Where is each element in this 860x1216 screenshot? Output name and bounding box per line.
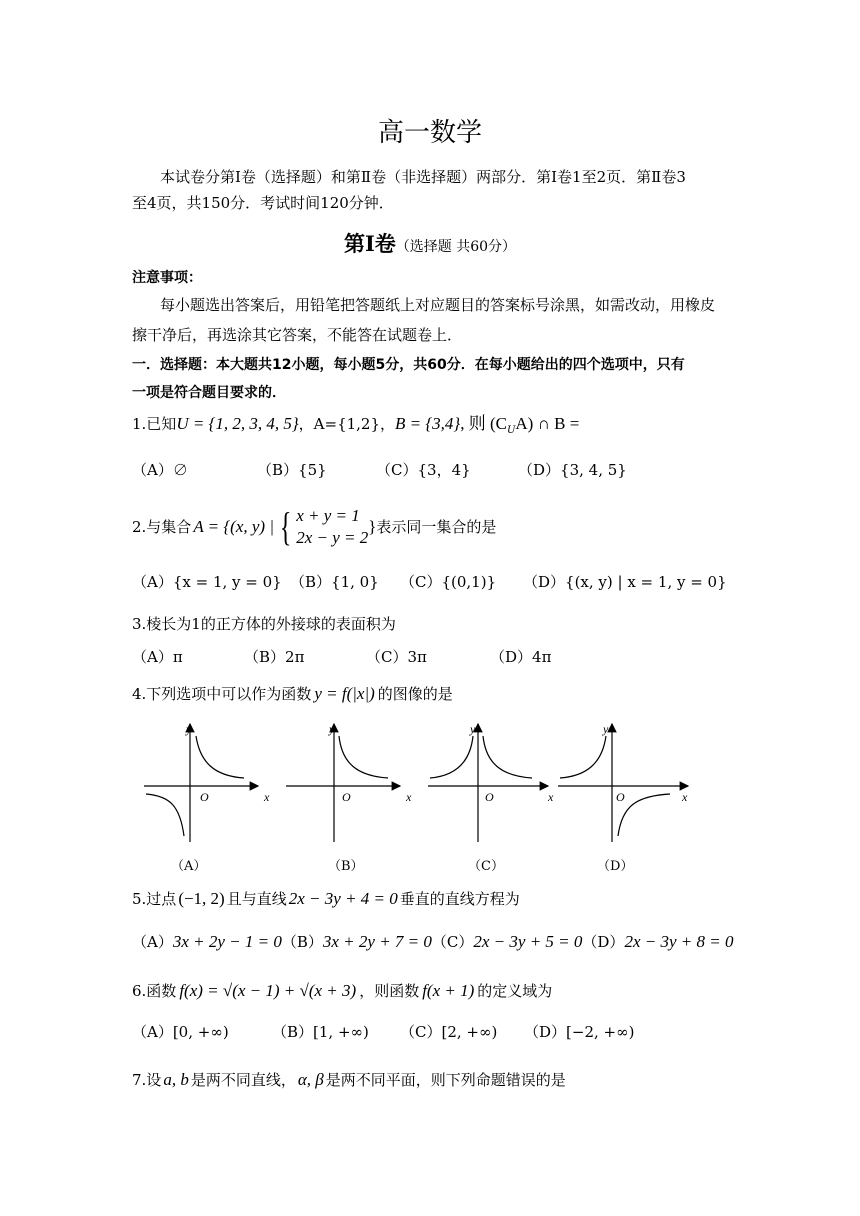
notice-line-1: 每小题选出答案后，用铅笔把答题纸上对应题目的答案标号涂黑，如需改动，用橡皮 xyxy=(160,296,716,314)
section-title: 第Ⅰ卷 xyxy=(343,231,396,256)
graph-c-curve-right xyxy=(483,736,532,778)
q2-stem-pre: 2.与集合 xyxy=(132,518,192,536)
q5-option-d-label: （D） xyxy=(582,933,625,951)
q1-subscript: U xyxy=(506,425,516,436)
q6-function: f(x) = √(x − 1) + √(x + 3) xyxy=(179,981,357,1000)
q4-graphs xyxy=(140,718,700,846)
intro-line-2: 至4页，共150分．考试时间120分钟． xyxy=(132,194,394,212)
q5-option-c: 2x − 3y + 5 = 0 xyxy=(473,932,583,951)
q2-equation-system xyxy=(296,505,368,549)
graph-b xyxy=(286,724,400,842)
q5-option-a: 3x + 2y − 1 = 0 xyxy=(172,932,282,951)
q1-b-set: B = {3,4} xyxy=(395,414,461,433)
q3-option-c: （C）3π xyxy=(366,648,427,666)
q5-option-b-label: （B） xyxy=(281,933,323,951)
graph-a-origin: O xyxy=(200,790,209,804)
page-title: 高一数学 xyxy=(377,118,482,148)
q5-line: 2x − 3y + 4 = 0 xyxy=(288,889,398,908)
graph-c xyxy=(428,724,548,842)
graph-b-curve xyxy=(339,736,388,778)
q5-option-b: 3x + 2y + 7 = 0 xyxy=(322,932,432,951)
graph-d-y-label: y xyxy=(603,722,609,736)
q2-equation-1: x + y = 1 xyxy=(296,506,360,525)
q6-option-b: （B）[1, +∞) xyxy=(272,1023,369,1041)
question-2-stem xyxy=(132,502,496,552)
q1-number: 1.已知 xyxy=(132,415,177,433)
q2-stem-post: 表示同一集合的是 xyxy=(376,518,497,536)
section-subtitle: （选择题 共60分） xyxy=(395,239,517,255)
q5-option-a-label: （A） xyxy=(132,933,173,951)
q1-u-set: U = {1, 2, 3, 4, 5} xyxy=(176,414,299,433)
q5-point: (−1, 2) xyxy=(178,889,225,908)
q2-set-pre: A = {(x, y) | xyxy=(193,517,274,536)
graph-d-curve-lower xyxy=(618,794,670,836)
q6-option-d: （D）[−2, +∞) xyxy=(524,1023,635,1041)
q1-tail-2: A) ∩ B = xyxy=(515,414,580,433)
question-4-stem xyxy=(132,684,453,704)
graph-c-origin: O xyxy=(485,790,494,804)
graph-a-curve-right xyxy=(196,736,244,778)
q6-stem-pre: 6.函数 xyxy=(132,982,177,1000)
notice-line-2: 擦干净后，再选涂其它答案，不能答在试题卷上． xyxy=(132,326,463,344)
q6-option-a: （A）[0, +∞) xyxy=(132,1023,229,1041)
q6-function-2: f(x + 1) xyxy=(422,981,475,1000)
section-heading xyxy=(0,228,860,258)
q7-stem-pre: 7.设 xyxy=(132,1071,162,1089)
q1-option-c: （C）{3，4} xyxy=(376,461,471,479)
graph-a-curve-left xyxy=(146,794,184,836)
q5-option-c-label: （C） xyxy=(431,933,474,951)
q4-stem-post: 的图像的是 xyxy=(377,685,453,703)
graph-d-origin: O xyxy=(616,790,625,804)
graph-a xyxy=(144,724,258,842)
q2-option-c: （C）{(0,1)} xyxy=(400,573,497,591)
graph-c-curve-left xyxy=(430,736,473,778)
intro-line-1: 本试卷分第Ⅰ卷（选择题）和第Ⅱ卷（非选择题）两部分．第Ⅰ卷1至2页．第Ⅱ卷3 xyxy=(160,168,686,186)
q5-stem-mid: 且与直线 xyxy=(226,890,287,908)
q1-a-set: ，A={1,2}， xyxy=(298,415,396,433)
graph-c-label: （C） xyxy=(468,859,504,874)
q4-function: y = f(|x|) xyxy=(314,684,375,703)
graph-a-label: （A） xyxy=(171,859,207,874)
q3-option-d: （D）4π xyxy=(490,648,552,666)
graph-b-x-label: x xyxy=(406,790,412,804)
q5-options xyxy=(132,932,733,952)
q1-option-a: （A）∅ xyxy=(132,461,188,479)
notice-heading: 注意事项： xyxy=(132,270,202,286)
graph-b-y-label: y xyxy=(329,722,335,736)
q7-stem-post: 是两不同平面，则下列命题错误的是 xyxy=(325,1071,566,1089)
q6-option-c: （C）[2, +∞) xyxy=(400,1023,498,1041)
graph-d-label: （D） xyxy=(597,859,634,874)
q4-stem-pre: 4.下列选项中可以作为函数 xyxy=(132,685,312,703)
question-7-stem xyxy=(132,1070,566,1090)
graph-c-x-label: x xyxy=(548,790,554,804)
q2-left-brace: { xyxy=(279,504,292,549)
q3-option-a: （A）π xyxy=(132,648,183,666)
q2-set-close: } xyxy=(368,517,377,536)
q5-option-d: 2x − 3y + 8 = 0 xyxy=(624,932,734,951)
graph-a-y-label: y xyxy=(186,722,192,736)
q2-option-b: （B）{1, 0} xyxy=(290,573,379,591)
graph-d-curve-upper xyxy=(560,736,606,778)
graph-d xyxy=(558,724,688,842)
q7-vars-lines: a, b xyxy=(163,1070,189,1089)
question-3-stem: 3.棱长为1的正方体的外接球的表面积为 xyxy=(132,615,396,633)
q2-equation-2: 2x − y = 2 xyxy=(296,528,369,547)
q2-option-a: （A）{x = 1, y = 0} xyxy=(132,573,282,591)
q1-tail: , 则 (C xyxy=(460,414,507,433)
question-6-stem xyxy=(132,981,552,1001)
graph-b-label: （B） xyxy=(328,859,364,874)
graph-a-x-label: x xyxy=(264,790,270,804)
graph-b-origin: O xyxy=(342,790,351,804)
q7-vars-planes: α, β xyxy=(297,1070,324,1089)
q3-option-b: （B）2π xyxy=(244,648,305,666)
q2-option-d: （D）{(x, y) | x = 1, y = 0} xyxy=(523,573,727,591)
question-1-stem xyxy=(132,414,579,441)
q5-stem-pre: 5.过点 xyxy=(132,890,177,908)
q6-stem-post: 的定义域为 xyxy=(477,982,553,1000)
q5-stem-post: 垂直的直线方程为 xyxy=(399,890,520,908)
q7-stem-mid: 是两不同直线， xyxy=(190,1071,296,1089)
question-5-stem xyxy=(132,889,520,909)
part-one-line-1: 一．选择题：本大题共12小题，每小题5分，共60分．在每小题给出的四个选项中，只有 xyxy=(132,357,685,373)
graph-c-y-label: y xyxy=(470,722,476,736)
q6-stem-mid: ，则函数 xyxy=(359,982,420,1000)
graph-d-x-label: x xyxy=(682,790,688,804)
q1-option-b: （B）{5} xyxy=(257,461,327,479)
q1-option-d: （D）{3, 4, 5} xyxy=(518,461,627,479)
part-one-line-2: 一项是符合题目要求的． xyxy=(132,385,286,401)
